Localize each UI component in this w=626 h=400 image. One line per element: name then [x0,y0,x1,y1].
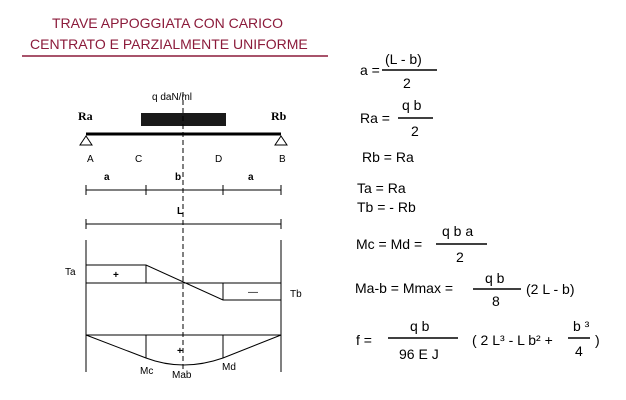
formula-mab-lhs: Ma-b = Mmax = [355,280,454,296]
shear-label-ta: Ta [65,267,76,278]
formula-mc-num: q b a [442,223,474,239]
dim-label-b: b [175,172,182,183]
formula-rb: Rb = Ra [362,149,414,165]
formula-ra-lhs: Ra = [360,110,390,126]
formula-f-paren-open: ( 2 L³ - L b² + [472,332,553,348]
load-label: q daN/ml [152,92,193,103]
formula-mab-rhs: (2 L - b) [526,281,575,297]
title-line-2: CENTRATO E PARZIALMENTE UNIFORME [30,36,308,52]
moment-label-mab: Mab [172,370,192,381]
formula-ra-num: q b [402,97,422,113]
formula-f-paren-close: ) [595,332,600,348]
moment-label-md: Md [222,362,236,373]
formula-mc-lhs: Mc = Md = [356,236,423,252]
formula-tb: Tb = - Rb [357,199,416,215]
point-label-b: B [279,154,286,165]
moment-sign-plus: + [177,346,183,357]
dim-label-l: L [177,206,184,217]
formula-mab-den: 8 [492,293,500,309]
formula-mc-den: 2 [456,249,464,265]
reaction-label-rb: Rb [271,109,287,123]
formula-a-lhs: a = [360,62,380,78]
formula-f-sub-num: b ³ [573,318,590,334]
dim-label-a-right: a [248,172,254,183]
point-label-d: D [215,154,223,165]
formula-ra-den: 2 [411,123,419,139]
formula-f-sub-den: 4 [575,343,583,359]
support-a-icon [80,136,92,145]
dim-label-a-left: a [104,172,110,183]
moment-label-mc: Mc [140,366,154,377]
formula-ta: Ta = Ra [357,180,406,196]
formula-f-lhs: f = [356,332,372,348]
point-label-c: C [135,154,143,165]
formula-a-den: 2 [403,75,411,91]
support-b-icon [275,136,287,145]
title-line-1: TRAVE APPOGGIATA CON CARICO [52,15,284,31]
shear-sign-plus: + [113,270,119,281]
reaction-label-ra: Ra [78,109,93,123]
formula-f-num: q b [410,318,430,334]
formula-mab-num: q b [485,270,505,286]
formula-a-num: (L - b) [385,51,422,67]
formula-f-den: 96 E J [399,346,439,362]
shear-label-tb: Tb [290,289,302,300]
shear-sign-minus: — [248,287,258,298]
point-label-a: A [87,154,94,165]
